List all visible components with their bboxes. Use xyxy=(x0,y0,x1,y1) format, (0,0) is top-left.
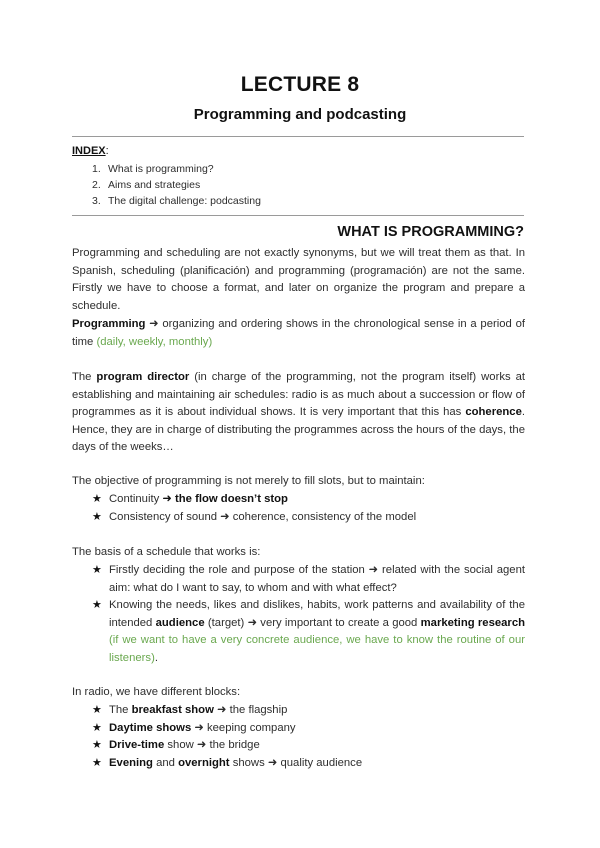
objective-list xyxy=(92,491,525,526)
star-bullet-icon: ★ xyxy=(92,599,102,611)
blocks-paragraph: In radio, we have different blocks: xyxy=(72,686,241,698)
basis-list xyxy=(92,562,525,667)
star-bullet-icon: ★ xyxy=(92,493,102,505)
index-item: 3. The digital challenge: podcasting xyxy=(92,195,261,207)
lecture-subtitle: Programming and podcasting xyxy=(193,106,407,123)
list-item: ★ Continuity ➜ the flow doesn’t stop xyxy=(92,491,525,509)
index-list xyxy=(92,161,261,209)
index-item: 2. Aims and strategies xyxy=(92,179,201,191)
list-item: ★ Consistency of sound ➜ coherence, consistency of the model xyxy=(92,509,525,527)
objective-paragraph: The objective of programming is not merely to fill slots, but to maintain: xyxy=(72,475,425,487)
star-bullet-icon: ★ xyxy=(92,739,102,751)
list-item: ★ Firstly deciding the role and purpose of the station ➜ related with the social agent aim: what do I want to say, to whom and with what effect? xyxy=(92,564,525,594)
star-bullet-icon: ★ xyxy=(92,756,102,769)
definition-paragraph: Programming ➜ organizing and ordering shows in the chronological sense in a period of time (daily, weekly, monthly) xyxy=(72,318,525,348)
basis-paragraph: The basis of a schedule that works is: xyxy=(72,546,261,558)
divider-top xyxy=(72,136,524,137)
star-bullet-icon: ★ xyxy=(92,510,102,523)
director-paragraph: The program director (in charge of the programming, not the program itself) works at establishing and maintaining air schedules: radio is as much about a succession or flow of programmes as it is about individual shows. It is very important that this has coherence. Hence, they are in charge of distributing the programmes across the hours of the days, the days of the weeks… xyxy=(72,371,525,453)
intro-paragraph: Programming and scheduling are not exactly synonyms, but we will treat them as that. In Spanish, scheduling (planificación) and programming (programación) are not the same. Firstly we have to choose a format, and later on organize the program and prepare a schedule. xyxy=(72,247,525,312)
list-item: ★ Evening and overnight shows ➜ quality audience xyxy=(92,755,525,773)
star-bullet-icon: ★ xyxy=(92,564,102,576)
list-item: ★ Knowing the needs, likes and dislikes, habits, work patterns and availability of the intended audience (target) ➜ very important to create a good marketing research (if we want to have a very concrete audience, we have to know the routine of our listeners). xyxy=(92,599,525,664)
section-title: WHAT IS PROGRAMMING? xyxy=(337,224,524,240)
divider-bottom xyxy=(72,215,524,216)
list-item: ★ Drive-time show ➜ the bridge xyxy=(92,737,525,755)
index-heading: INDEX: xyxy=(72,145,109,157)
index-item: 1. What is programming? xyxy=(92,163,214,175)
blocks-list xyxy=(92,702,525,772)
list-item: ★ Daytime shows ➜ keeping company xyxy=(92,720,525,738)
lecture-title: LECTURE 8 xyxy=(240,73,360,96)
star-bullet-icon: ★ xyxy=(92,721,102,734)
star-bullet-icon: ★ xyxy=(92,704,102,716)
list-item: ★ The breakfast show ➜ the flagship xyxy=(92,702,525,720)
